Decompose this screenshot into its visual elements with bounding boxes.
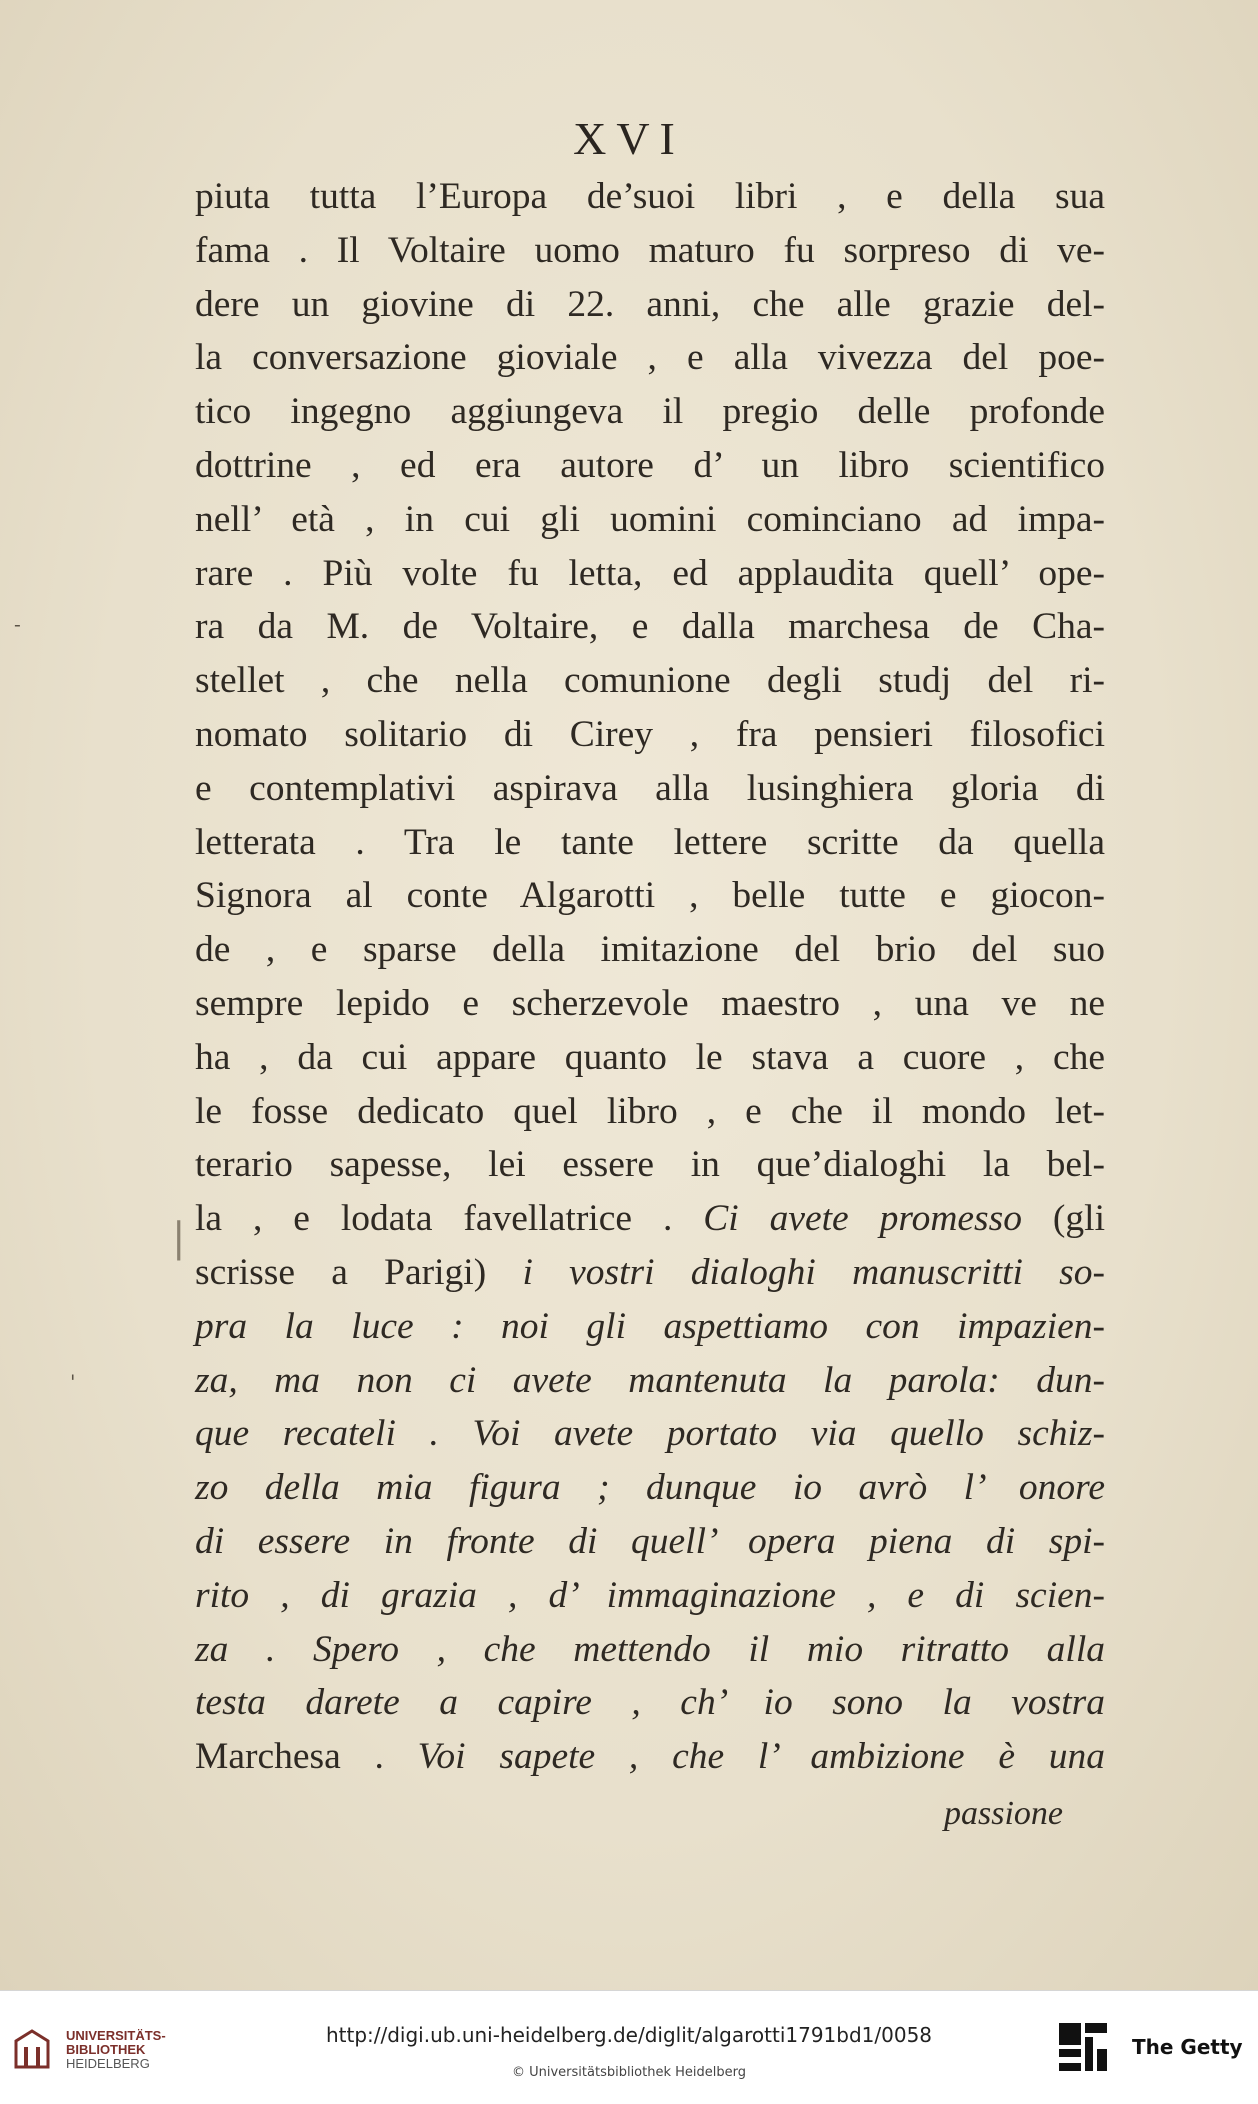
text-segment: rare . Più volte fu letta, ed applaudita quell’ ope- <box>195 552 1105 594</box>
margin-mark: | <box>172 1215 186 1261</box>
text-line <box>195 1354 1105 1408</box>
text-segment: letterata . Tra le tante lettere scritte da quella <box>195 821 1105 863</box>
text-line <box>195 1192 1105 1246</box>
library-name-line: UNIVERSITÄTS- <box>66 2028 166 2043</box>
text-line <box>195 547 1105 601</box>
text-line <box>195 816 1105 870</box>
text-line <box>195 331 1105 385</box>
text-segment: nell’ età , in cui gli uomini cominciano ad impa- <box>195 498 1105 540</box>
text-segment: fama . Il Voltaire uomo maturo fu sorpreso di ve- <box>195 229 1105 271</box>
text-line <box>195 1300 1105 1354</box>
text-line <box>195 1085 1105 1139</box>
text-segment: testa darete a capire , ch’ io sono la vostra <box>195 1682 1105 1724</box>
library-name-line: HEIDELBERG <box>66 2056 150 2071</box>
text-segment: dere un giovine di 22. anni, che alle grazie del- <box>195 283 1105 325</box>
text-line <box>195 170 1105 224</box>
copyright-notice: © Universitätsbibliothek Heidelberg <box>511 2065 746 2080</box>
text-line <box>195 1461 1105 1515</box>
text-line <box>195 1569 1105 1623</box>
catchword: passione <box>944 1795 1063 1832</box>
viewer-footer <box>0 1990 1258 2104</box>
text-segment: terario sapesse, lei essere in que’dialoghi la bel- <box>195 1144 1105 1186</box>
text-line <box>195 654 1105 708</box>
permalink-url[interactable]: http://digi.ub.uni-heidelberg.de/diglit/algarotti1791bd1/0058 <box>325 2023 933 2047</box>
text-line <box>195 1676 1105 1730</box>
text-segment: de , e sparse della imitazione del brio del suo <box>195 929 1105 971</box>
text-line <box>195 224 1105 278</box>
text-line <box>195 869 1105 923</box>
text-line <box>195 1515 1105 1569</box>
text-segment-italic: i vostri dialoghi manuscritti so- <box>486 1251 1105 1293</box>
text-segment: Marchesa . <box>195 1736 384 1778</box>
page-number-header: XVI <box>573 113 685 164</box>
text-segment: la conversazione gioviale , e alla vivezza del poe- <box>195 337 1105 379</box>
text-segment: e contemplativi aspirava alla lusinghiera gloria di <box>195 767 1105 809</box>
text-segment: le fosse dedicato quel libro , e che il mondo let- <box>195 1090 1105 1132</box>
text-segment: ra da M. de Voltaire, e dalla marchesa de Cha- <box>195 606 1105 648</box>
text-segment: tico ingegno aggiungeva il pregio delle profonde <box>195 391 1105 433</box>
text-segment-italic: Voi sapete , che l’ ambizione è una <box>383 1736 1105 1778</box>
text-line <box>195 1407 1105 1461</box>
text-line <box>195 977 1105 1031</box>
text-line <box>195 493 1105 547</box>
text-line <box>195 439 1105 493</box>
text-line <box>195 600 1105 654</box>
text-line <box>195 762 1105 816</box>
text-line <box>195 1623 1105 1677</box>
text-segment: que recateli . Voi avete portato via quello schiz- <box>195 1413 1105 1455</box>
text-segment: la , e lodata favellatrice . <box>195 1198 673 1240</box>
text-line <box>195 278 1105 332</box>
text-segment: zo della mia figura ; dunque io avrò l’ onore <box>195 1467 1105 1509</box>
text-segment: (gli <box>1052 1198 1105 1240</box>
text-segment: za . Spero , che mettendo il mio ritratto alla <box>195 1628 1105 1670</box>
text-line <box>195 1138 1105 1192</box>
text-segment: ha , da cui appare quanto le stava a cuore , che <box>195 1036 1105 1078</box>
text-segment: sempre lepido e scherzevole maestro , una ve ne <box>195 982 1105 1024</box>
text-segment: za, ma non ci avete mantenuta la parola: dun- <box>195 1359 1105 1401</box>
text-line <box>195 923 1105 977</box>
text-segment: Signora al conte Algarotti , belle tutte e giocon- <box>195 875 1105 917</box>
text-line <box>195 1730 1105 1784</box>
text-segment: piuta tutta l’Europa de’suoi libri , e della sua <box>195 176 1105 217</box>
margin-mark: - <box>14 612 21 636</box>
text-line <box>195 385 1105 439</box>
text-segment: rito , di grazia , d’ immaginazione , e di scien- <box>195 1574 1105 1616</box>
body-text <box>195 170 1105 1784</box>
text-line <box>195 1246 1105 1300</box>
text-line <box>195 708 1105 762</box>
getty-name: The Getty <box>1132 2035 1243 2059</box>
margin-mark: ' <box>70 1370 76 1394</box>
text-segment: stellet , che nella comunione degli studj del ri- <box>195 660 1105 702</box>
getty-logo-icon <box>1055 2019 1111 2075</box>
text-segment: scrisse a Parigi) <box>195 1251 487 1293</box>
text-segment: dottrine , ed era autore d’ un libro scientifico <box>195 444 1105 486</box>
text-segment-italic: Ci avete promesso <box>672 1198 1053 1240</box>
text-line <box>195 1031 1105 1085</box>
library-name-line: BIBLIOTHEK <box>66 2042 146 2057</box>
text-segment: di essere in fronte di quell’ opera piena di spi- <box>195 1520 1105 1562</box>
text-segment: pra la luce : noi gli aspettiamo con impazien- <box>195 1305 1105 1347</box>
text-segment: nomato solitario di Cirey , fra pensieri filosofici <box>195 713 1105 755</box>
